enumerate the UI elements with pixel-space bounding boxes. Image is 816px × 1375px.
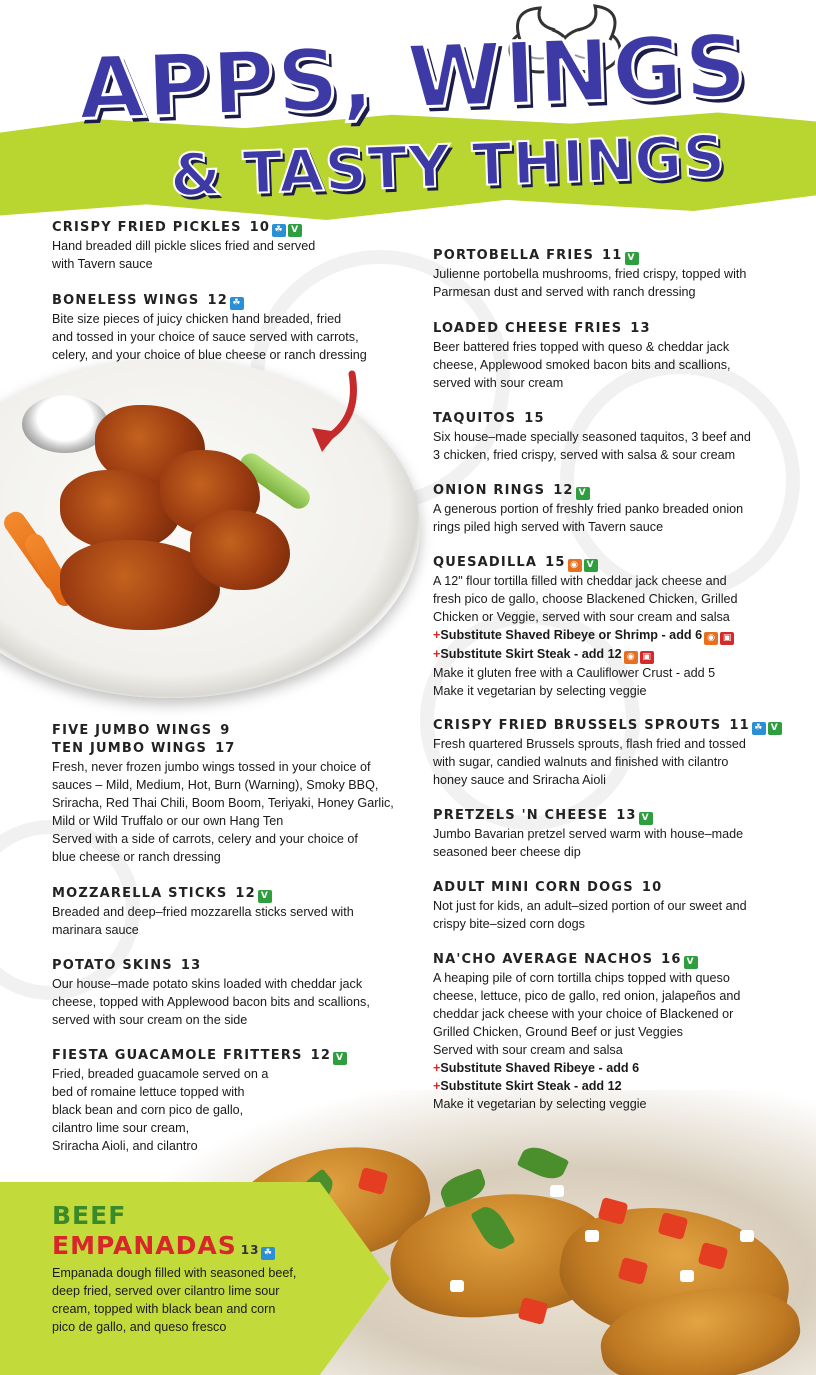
menu-item-crispy-pickles (52, 219, 315, 273)
desc-line: Not just for kids, an adult–sized portion of our sweet and (433, 899, 747, 913)
item-description (52, 310, 367, 364)
vegetarian-icon: V (333, 1052, 347, 1065)
gluten-free-icon: ☘ (230, 297, 244, 310)
item-price: 12 (207, 293, 228, 308)
item-name: PORTOBELLA FRIES (433, 248, 595, 263)
desc-line: blue cheese or ranch dressing (52, 850, 221, 864)
desc-line: Breaded and deep–fried mozzarella sticks served with (52, 905, 354, 919)
item-name: TEN JUMBO WINGS (52, 741, 208, 756)
cheese-garnish-photo (740, 1230, 754, 1242)
item-price: 11 (602, 248, 623, 263)
item-price: 12 (310, 1048, 332, 1063)
desc-line: Fried, breaded guacamole served on a (52, 1067, 269, 1081)
item-price: 12 (553, 483, 574, 498)
desc-line: Served with sour cream and salsa (433, 1043, 623, 1057)
desc-line: Beer battered fries topped with queso & cheddar jack (433, 340, 730, 354)
cheese-garnish-photo (585, 1230, 599, 1242)
substitute-text: Substitute Shaved Ribeye - add 6 (440, 1061, 640, 1075)
item-name: ADULT MINI CORN DOGS (433, 880, 634, 895)
item-name: QUESADILLA (433, 555, 538, 570)
protein-icon: ▣ (720, 632, 734, 645)
page-title: APPS, WINGS (76, 16, 751, 140)
menu-item-pretzels (433, 807, 743, 861)
cheese-garnish-photo (680, 1270, 694, 1282)
item-title (433, 879, 747, 897)
desc-line: and tossed in your choice of sauce served with carrots, (52, 330, 359, 344)
vegetarian-icon: V (288, 224, 302, 237)
desc-line: cheese, Applewood smoked bacon bits and scallions, (433, 358, 731, 372)
substitute-text: Substitute Shaved Ribeye or Shrimp - add 6 (440, 628, 703, 642)
item-name: FIVE JUMBO WINGS (52, 723, 213, 738)
item-title (52, 957, 370, 975)
vegetarian-icon: V (258, 890, 272, 903)
item-title (52, 740, 394, 758)
desc-line: cream, topped with black bean and corn (52, 1302, 276, 1316)
desc-line: served with sour cream on the side (52, 1013, 248, 1027)
cheese-garnish-photo (550, 1185, 564, 1197)
desc-line: honey sauce and Sriracha Aioli (433, 773, 606, 787)
desc-line: 3 chicken, fried crispy, served with salsa & sour cream (433, 448, 736, 462)
substitute-text: Substitute Skirt Steak - add 12 (440, 647, 622, 661)
item-title (52, 219, 315, 237)
item-price: 13 (630, 321, 651, 336)
item-title (433, 247, 746, 265)
spicy-icon: ◉ (704, 632, 718, 645)
desc-line: Parmesan dust and served with ranch dressing (433, 285, 696, 299)
vegetarian-icon: V (684, 956, 698, 969)
item-name: LOADED CHEESE FRIES (433, 321, 623, 336)
vegetarian-icon: V (639, 812, 653, 825)
desc-line: Jumbo Bavarian pretzel served warm with house–made (433, 827, 744, 841)
item-title (52, 885, 354, 903)
desc-line: Julienne portobella mushrooms, fried crispy, topped with (433, 267, 747, 281)
item-description (433, 500, 743, 536)
plus-icon: + (433, 647, 441, 661)
vegetarian-icon: V (576, 487, 590, 500)
desc-line: black bean and corn pico de gallo, (52, 1103, 244, 1117)
spicy-icon: ◉ (624, 651, 638, 664)
desc-line: Fresh, never frozen jumbo wings tossed in your choice of (52, 760, 371, 774)
vegetarian-icon: V (584, 559, 598, 572)
gluten-free-icon: ☘ (752, 722, 766, 735)
menu-item-nachos (433, 951, 740, 1113)
substitute-line (433, 645, 738, 664)
desc-line: served with sour cream (433, 376, 564, 390)
menu-item-guacamole-fritters (52, 1047, 347, 1155)
item-price: 10 (641, 880, 663, 895)
plus-icon: + (433, 628, 441, 642)
empanada-price: 13 (240, 1243, 260, 1257)
item-name: POTATO SKINS (52, 958, 173, 973)
item-description (52, 237, 315, 273)
desc-line: sauces – Mild, Medium, Hot, Burn (Warning), Smoky BBQ, (52, 778, 379, 792)
desc-line: Mild or Wild Truffalo or our own Hang Ten (52, 814, 284, 828)
desc-line: rings piled high served with Tavern sauce (433, 520, 664, 534)
desc-line: cheddar jack cheese with your choice of Blackened or (433, 1007, 734, 1021)
menu-item-corn-dogs (433, 879, 747, 933)
item-price: 16 (661, 952, 682, 967)
item-price: 13 (180, 958, 202, 973)
item-price: 15 (545, 555, 566, 570)
desc-line: with Tavern sauce (52, 257, 153, 271)
item-title (52, 292, 367, 310)
desc-line: Fresh quartered Brussels sprouts, flash fried and tossed (433, 737, 746, 751)
desc-line: Chicken or Veggie, served with sour cream and salsa (433, 610, 730, 624)
item-title (52, 722, 394, 740)
item-description (433, 572, 738, 700)
item-description (52, 1065, 347, 1155)
item-name: ONION RINGS (433, 483, 546, 498)
item-name: PRETZELS 'N CHEESE (433, 808, 609, 823)
desc-line: with sugar, candied walnuts and finished with cilantro (433, 755, 729, 769)
desc-line: pico de gallo, and queso fresco (52, 1320, 227, 1334)
cheese-garnish-photo (450, 1280, 464, 1292)
desc-line: deep fried, served over cilantro lime sour (52, 1284, 280, 1298)
desc-line: Sriracha Aioli, and cilantro (52, 1139, 198, 1153)
desc-line: Six house–made specially seasoned taquitos, 3 beef and (433, 430, 751, 444)
item-description (52, 758, 394, 866)
desc-line: Served with a side of carrots, celery and your choice of (52, 832, 358, 846)
red-arrow-icon (304, 370, 364, 460)
item-name: TAQUITOS (433, 411, 517, 426)
item-price: 13 (616, 808, 637, 823)
item-description (433, 825, 743, 861)
desc-line: Hand breaded dill pickle slices fried and served (52, 239, 316, 253)
substitute-line (433, 1077, 740, 1095)
desc-line: marinara sauce (52, 923, 139, 937)
desc-line: A heaping pile of corn tortilla chips topped with queso (433, 971, 730, 985)
desc-line: Grilled Chicken, Ground Beef or just Veggies (433, 1025, 683, 1039)
item-name: FIESTA GUACAMOLE FRITTERS (52, 1048, 303, 1063)
item-description (433, 265, 746, 301)
item-description (52, 975, 370, 1029)
empanada-description (52, 1264, 296, 1336)
menu-item-jumbo-wings (52, 722, 394, 866)
menu-item-portobella-fries (433, 247, 746, 301)
spicy-icon: ◉ (568, 559, 582, 572)
item-description (433, 735, 782, 789)
substitute-line (433, 1059, 740, 1077)
menu-item-boneless-wings (52, 292, 367, 364)
desc-line: seasoned beer cheese dip (433, 845, 581, 859)
item-name: NA'CHO AVERAGE NACHOS (433, 952, 654, 967)
desc-line: Make it vegetarian by selecting veggie (433, 684, 647, 698)
item-title (52, 1047, 347, 1065)
desc-line: cilantro lime sour cream, (52, 1121, 190, 1135)
item-price: 9 (220, 723, 231, 738)
item-price: 15 (524, 411, 545, 426)
desc-line: cheese, topped with Applewood bacon bits and scallions, (52, 995, 370, 1009)
empanada-title-beef: BEEF (52, 1201, 127, 1230)
desc-line: celery, and your choice of blue cheese or ranch dressing (52, 348, 367, 362)
item-title (433, 554, 738, 572)
item-description (433, 969, 740, 1113)
desc-line: crispy bite–sized corn dogs (433, 917, 585, 931)
menu-item-quesadilla (433, 554, 738, 700)
desc-line: cheese, lettuce, pico de gallo, red onion, jalapeños and (433, 989, 741, 1003)
item-description (52, 903, 354, 939)
empanada-title-empanadas: EMPANADAS (52, 1231, 237, 1260)
item-price: 17 (215, 741, 236, 756)
substitute-text: Substitute Skirt Steak - add 12 (440, 1079, 622, 1093)
item-name: CRISPY FRIED BRUSSELS SPROUTS (433, 718, 722, 733)
substitute-line (433, 626, 738, 645)
menu-item-brussels-sprouts (433, 717, 782, 789)
gluten-free-icon: ☘ (272, 224, 286, 237)
desc-line: bed of romaine lettuce topped with (52, 1085, 245, 1099)
item-title (433, 951, 740, 969)
desc-line: Empanada dough filled with seasoned beef, (52, 1266, 297, 1280)
protein-icon: ▣ (640, 651, 654, 664)
item-description (433, 897, 747, 933)
page-subtitle: & TASTY THINGS (168, 122, 727, 210)
desc-line: Make it vegetarian by selecting veggie (433, 1097, 647, 1111)
item-price: 11 (729, 718, 750, 733)
desc-line: Bite size pieces of juicy chicken hand breaded, fried (52, 312, 342, 326)
item-name: MOZZARELLA STICKS (52, 886, 228, 901)
item-title (433, 717, 782, 735)
item-title (433, 320, 731, 338)
plus-icon: + (433, 1079, 441, 1093)
item-title (433, 410, 751, 428)
menu-item-onion-rings (433, 482, 743, 536)
item-price: 12 (235, 886, 256, 901)
gluten-free-icon: ☘ (261, 1247, 275, 1260)
desc-line: fresh pico de gallo, choose Blackened Chicken, Grilled (433, 592, 738, 606)
item-description (433, 338, 731, 392)
plus-icon: + (433, 1061, 441, 1075)
desc-line: Our house–made potato skins loaded with cheddar jack (52, 977, 363, 991)
menu-item-loaded-cheese-fries (433, 320, 731, 392)
desc-line: Sriracha, Red Thai Chili, Boom Boom, Teriyaki, Honey Garlic, (52, 796, 394, 810)
item-description (433, 428, 751, 464)
empanada-title (52, 1232, 275, 1264)
desc-line: A generous portion of freshly fried panko breaded onion (433, 502, 744, 516)
item-title (433, 807, 743, 825)
desc-line: A 12" flour tortilla filled with cheddar jack cheese and (433, 574, 727, 588)
item-price: 10 (249, 220, 271, 235)
item-name: CRISPY FRIED PICKLES (52, 220, 242, 235)
menu-item-taquitos (433, 410, 751, 464)
menu-item-potato-skins (52, 957, 370, 1029)
desc-line: Make it gluten free with a Cauliflower Crust - add 5 (433, 666, 716, 680)
menu-item-mozzarella-sticks (52, 885, 354, 939)
item-title (433, 482, 743, 500)
item-name: BONELESS WINGS (52, 293, 200, 308)
vegetarian-icon: V (625, 252, 639, 265)
vegetarian-icon: V (768, 722, 782, 735)
